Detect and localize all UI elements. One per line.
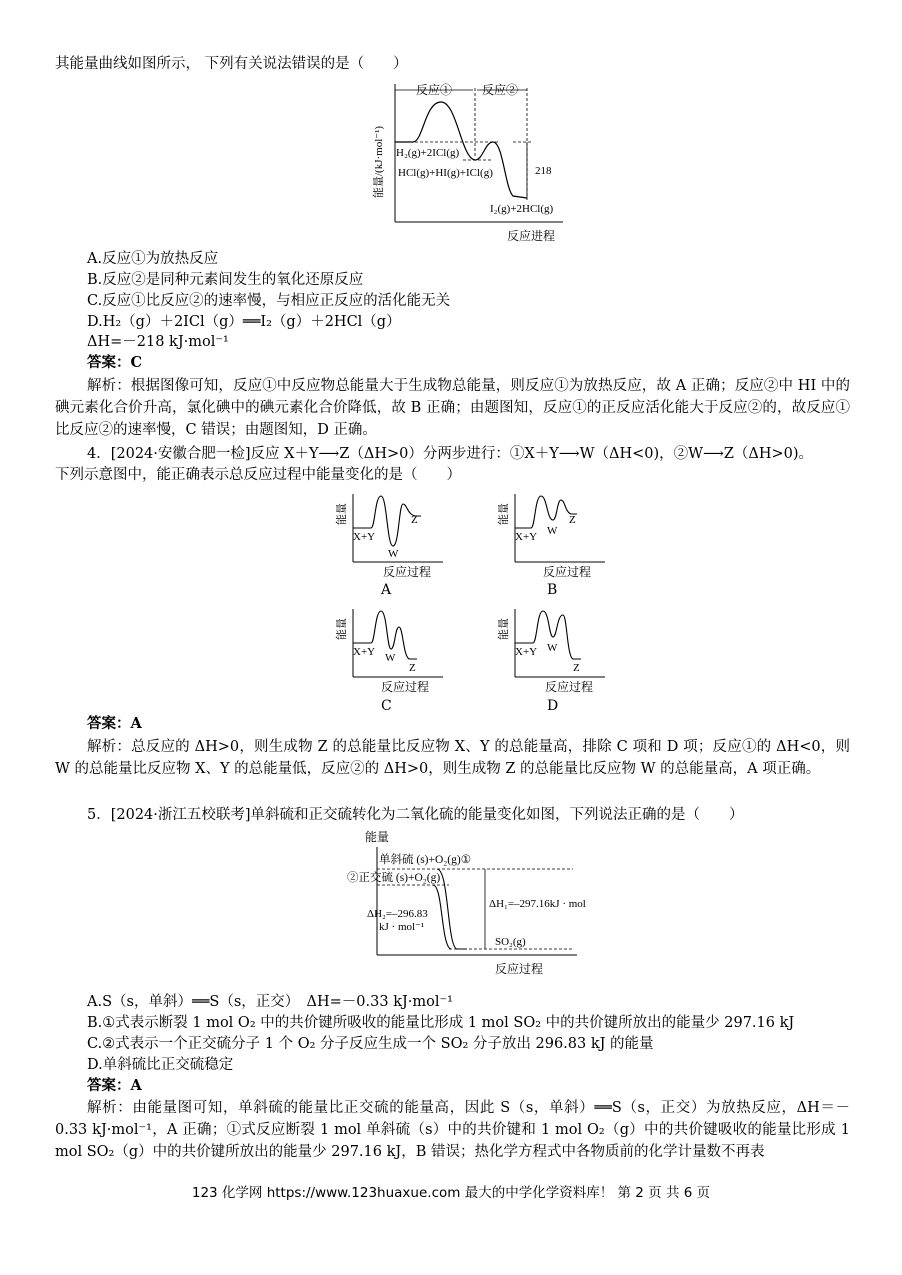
q5-product: SO₂(g) xyxy=(495,936,526,948)
q3-level-products: I₂(g)+2HCl(g) xyxy=(490,203,554,215)
q4-panel-c xyxy=(335,605,445,699)
q5-level1: 单斜硫 (s)+O₂(g)① xyxy=(379,854,472,866)
q4-d-z: Z xyxy=(573,662,580,674)
q5-ylabel: 能量 xyxy=(365,830,390,844)
q4-c-xy: X+Y xyxy=(353,646,376,658)
q3-region1: 反应① xyxy=(416,83,453,97)
q5-xlabel: 反应过程 xyxy=(495,962,544,976)
q4-c-z: Z xyxy=(409,662,416,674)
q3-stem: 其能量曲线如图所示， 下列有关说法错误的是（ ） xyxy=(55,56,408,72)
q4-panel-d xyxy=(497,605,607,699)
q5-option-d: D.单斜硫比正交硫稳定 xyxy=(87,1057,234,1073)
q4-analysis: 解析：总反应的 ΔH>0，则生成物 Z 的总能量比反应物 X、Y 的总能量高，排除 C 项和 D 项；反应①的 ΔH<0，则 W 的总能量比反应物 X、Y 的总能量低，反应②的 ΔH>0，则生成物 Z 的总能量比反应物 W 的总能量高，A 项正确。 xyxy=(55,739,850,777)
q4-d-xy: X+Y xyxy=(515,646,538,658)
q4-stem-line1: 4．[2024·安徽合肥一检]反应 X＋Y⟶Z（ΔH>0）分两步进行：①X＋Y⟶W（ΔH<0)，②W⟶Z（ΔH>0)。 xyxy=(87,446,814,462)
q5-energy-diagram xyxy=(337,827,587,986)
q4-answer: 答案：A xyxy=(87,715,142,732)
q4-panel-b xyxy=(497,490,607,584)
q4-b-xlabel: 反应过程 xyxy=(543,565,592,579)
q4-caption-b: B xyxy=(547,582,558,598)
q4-a-z: Z xyxy=(411,514,418,526)
q4-c-xlabel: 反应过程 xyxy=(381,680,430,694)
q5-dh2-line1: ΔH₂=–296.83 xyxy=(367,908,428,920)
q4-b-xy: X+Y xyxy=(515,531,538,543)
q3-ylabel: 能量/(kJ·mol⁻¹) xyxy=(373,125,385,199)
q5-dh1: ΔH₁=–297.16kJ · mol⁻¹ xyxy=(489,898,587,910)
q4-c-w: W xyxy=(385,652,396,664)
q4-a-ylabel: 能量 xyxy=(336,503,348,525)
q4-stem-line2: 下列示意图中，能正确表示总反应过程中能量变化的是（ ） xyxy=(55,467,461,483)
q5-analysis: 解析：由能量图可知，单斜硫的能量比正交硫的能量高，因此 S（s，单斜）══S（s，正交）为放热反应，ΔH＝－0.33 kJ·mol⁻¹，A 正确；①式反应断裂 1 mol 单斜硫（s）中的共价键和 1 mol O₂（g）中的共价键吸收的能量比形成 1 mol SO₂（g）中的共价键所放出的能量少 297.16 kJ，B 错误；热化学方程式中各物质前的化学计量数不再表 xyxy=(55,1100,851,1160)
q3-region2: 反应② xyxy=(482,83,519,97)
q4-c-ylabel: 能量 xyxy=(336,618,348,640)
q3-xlabel: 反应进程 xyxy=(507,229,556,243)
q3-level-intermediate: HCl(g)+HI(g)+ICl(g) xyxy=(398,167,493,179)
q5-level2: ②正交硫 (s)+O₂(g) xyxy=(347,872,441,884)
q4-caption-c: C xyxy=(381,698,392,714)
q5-option-a: A.S（s，单斜）══S（s，正交） ΔH=－0.33 kJ·mol⁻¹ xyxy=(87,994,453,1010)
q4-d-w: W xyxy=(547,642,558,654)
q4-b-w: W xyxy=(547,525,558,537)
q5-option-c: C.②式表示一个正交硫分子 1 个 O₂ 分子反应生成一个 SO₂ 分子放出 296.83 kJ 的能量 xyxy=(87,1036,654,1052)
page-footer: 123 化学网 https://www.123huaxue.com 最大的中学化学资料库！ 第 2 页 共 6 页 xyxy=(191,1185,711,1201)
q4-caption-a: A xyxy=(381,582,392,598)
q5-answer: 答案：A xyxy=(87,1077,142,1094)
q3-option-c: C.反应①比反应②的速率慢，与相应正反应的活化能无关 xyxy=(87,293,451,309)
q3-level-reactants: H₂(g)+2ICl(g) xyxy=(396,147,460,159)
q4-a-xy: X+Y xyxy=(353,531,376,543)
q4-caption-d: D xyxy=(547,698,559,714)
q3-option-d-dh: ΔH=－218 kJ·mol⁻¹ xyxy=(87,334,229,350)
q4-b-ylabel: 能量 xyxy=(498,503,510,525)
q5-option-b: B.①式表示断裂 1 mol O₂ 中的共价键所吸收的能量比形成 1 mol SO₂ 中的共价键所放出的能量少 297.16 kJ xyxy=(87,1015,795,1031)
q3-energy-diagram xyxy=(365,80,565,254)
q4-panel-a xyxy=(335,490,445,584)
q3-value-218: 218 xyxy=(535,165,552,177)
q4-a-xlabel: 反应过程 xyxy=(383,565,432,579)
q5-dh2-line2: kJ · mol⁻¹ xyxy=(379,921,425,933)
q3-answer: 答案：C xyxy=(87,354,143,371)
q4-d-ylabel: 能量 xyxy=(498,618,510,640)
q4-b-z: Z xyxy=(569,514,576,526)
q3-option-d: D.H₂（g）＋2ICl（g）══I₂（g）＋2HCl（g） xyxy=(87,314,401,330)
q3-analysis: 解析：根据图像可知，反应①中反应物总能量大于生成物总能量，则反应①为放热反应，故 A 正确；反应②中 HI 中的碘元素化合价升高，氯化碘中的碘元素化合价降低，故 B 正确；由题图知，反应①的正反应活化能大于反应②的，故反应①比反应②的速率慢，C 错误；由题图知，D 正确。 xyxy=(55,378,850,438)
q5-stem: 5．[2024·浙江五校联考]单斜硫和正交硫转化为二氧化硫的能量变化如图，下列说法正确的是（ ） xyxy=(87,807,744,823)
q3-option-b: B.反应②是同种元素间发生的氧化还原反应 xyxy=(87,272,364,288)
q4-a-w: W xyxy=(388,548,399,560)
q4-d-xlabel: 反应过程 xyxy=(545,680,594,694)
q3-option-a: A.反应①为放热反应 xyxy=(87,251,219,267)
